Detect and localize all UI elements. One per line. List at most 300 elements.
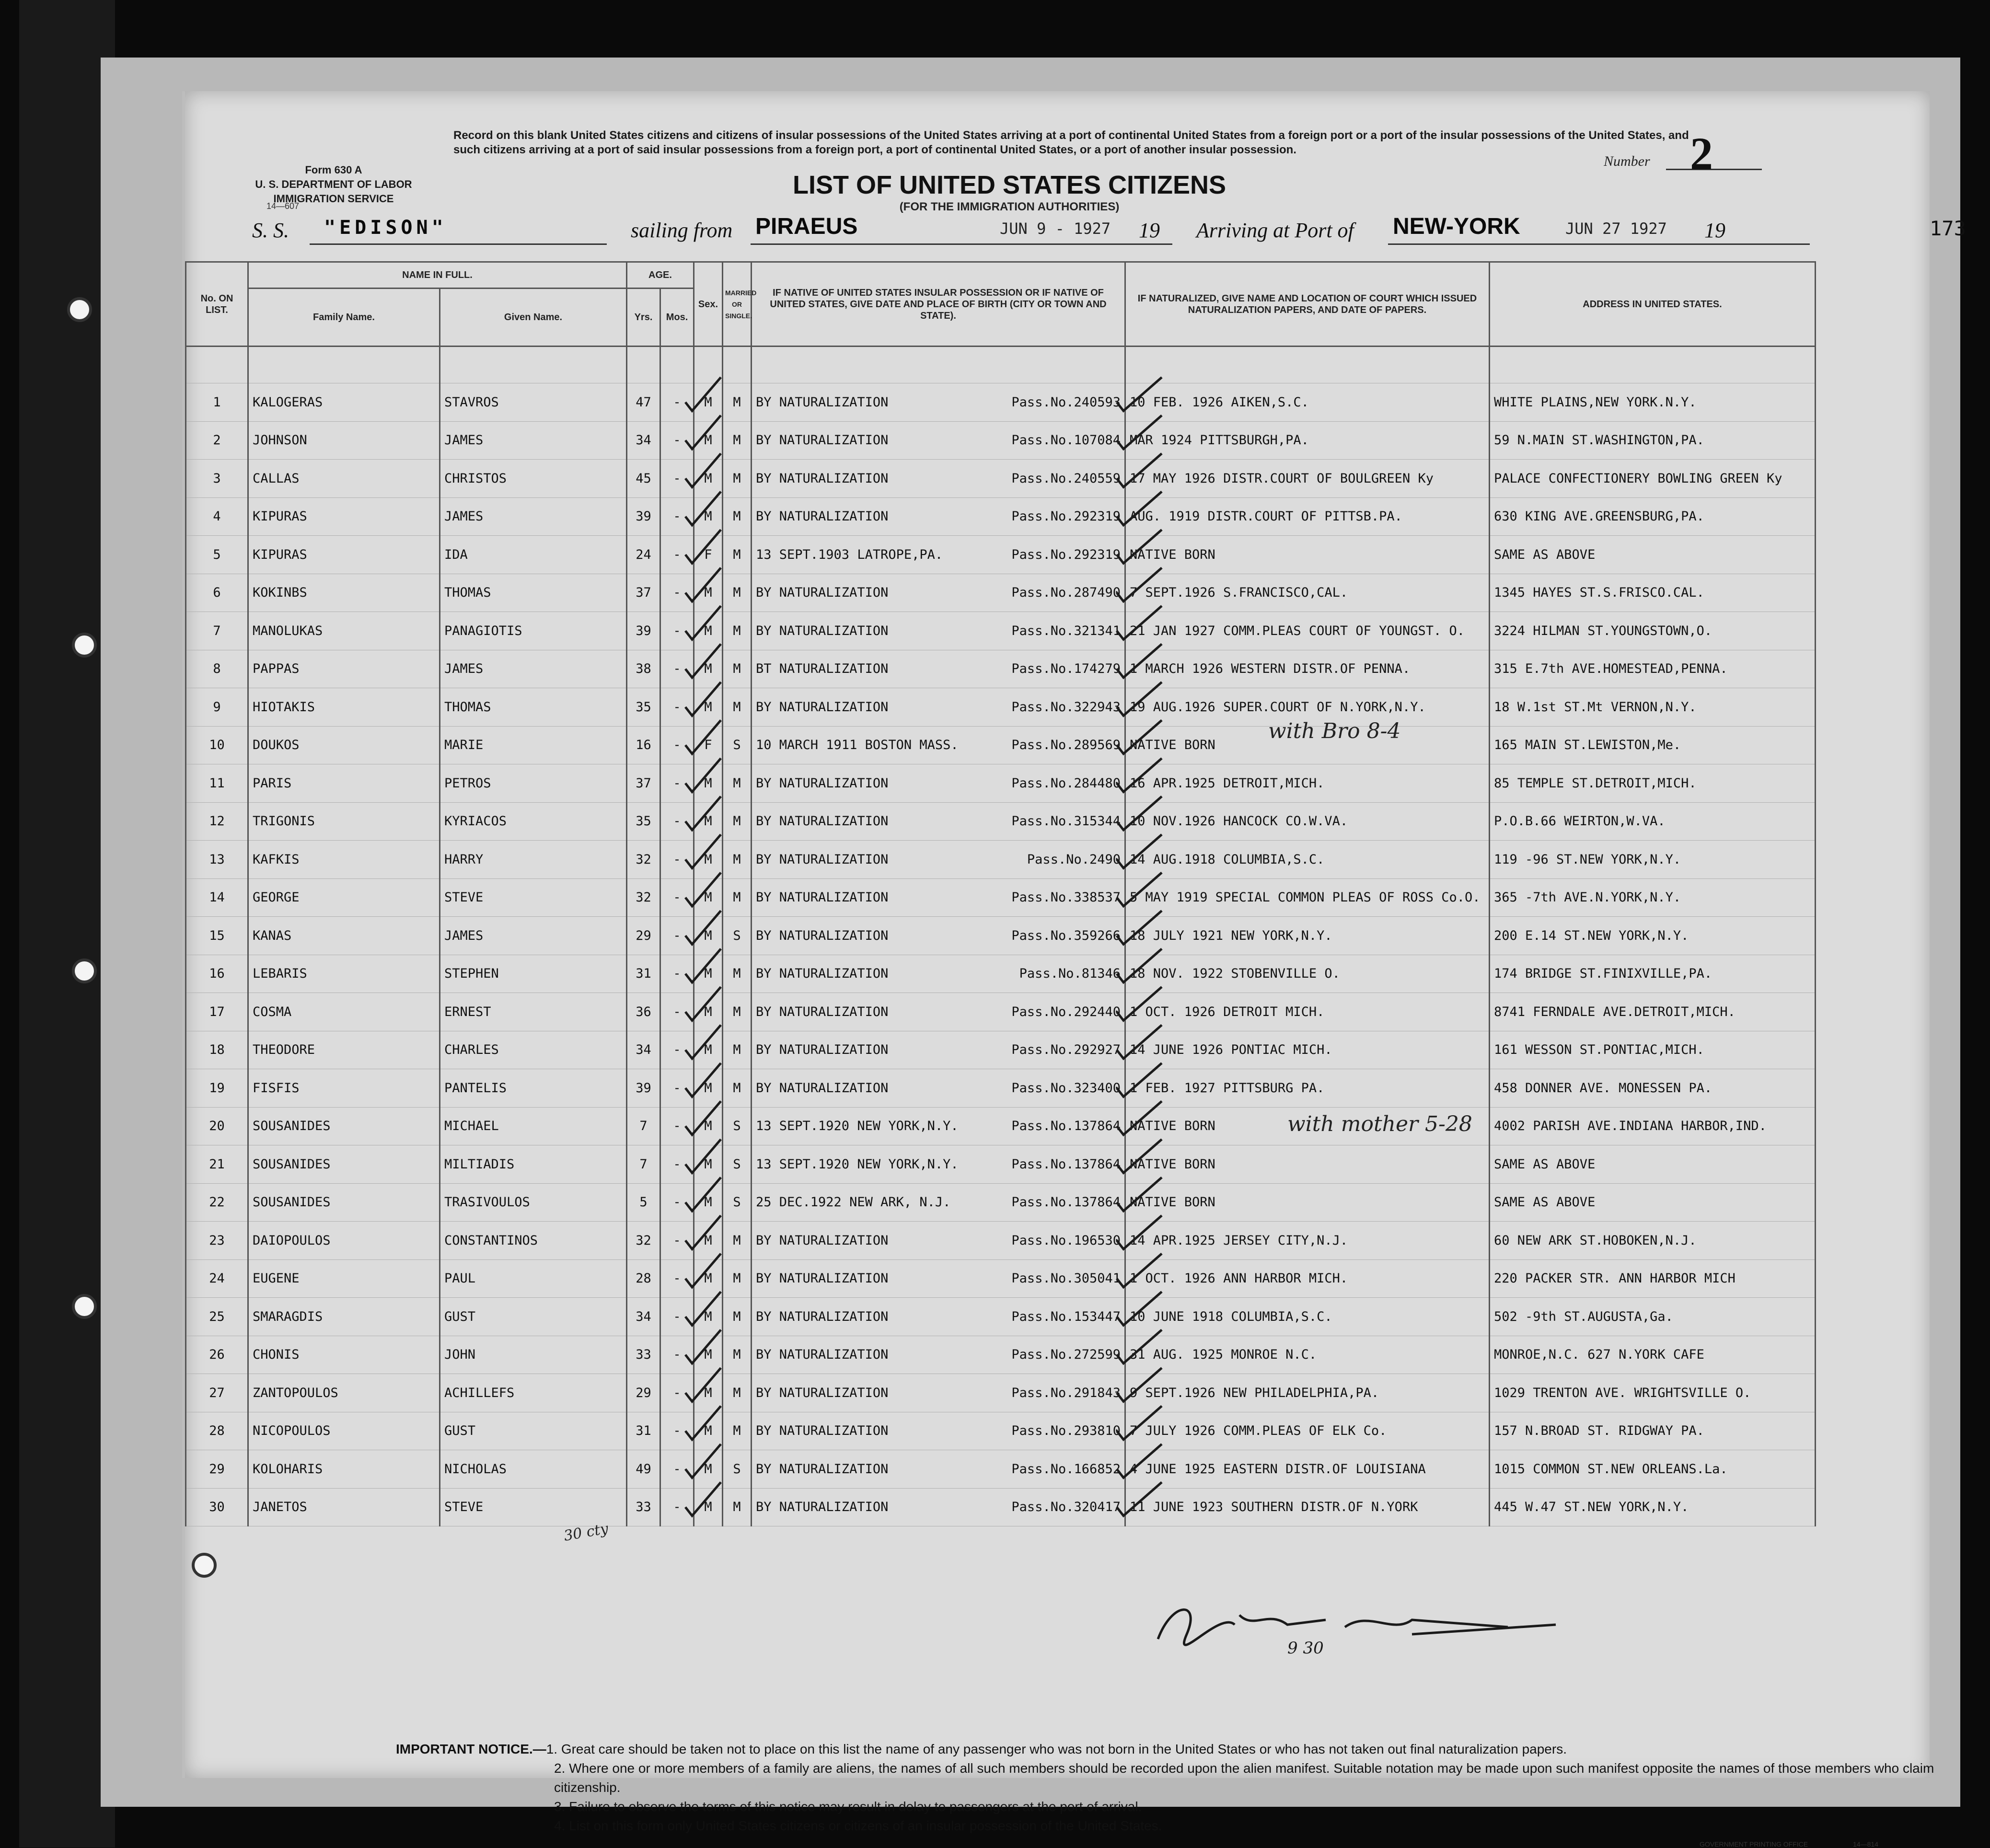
age-checkmark [685, 1178, 721, 1211]
number-label: Number [1604, 153, 1650, 169]
age-checkmark [685, 720, 721, 754]
passport-number: Pass.No.321341 [1011, 623, 1121, 638]
given-name: NICHOLAS [440, 1450, 627, 1489]
ss-label: S. S. [252, 219, 289, 242]
marital-status: M [723, 1222, 752, 1260]
birth-info: 13 SEPT.1920 NEW YORK,N.Y. [756, 1119, 959, 1134]
family-name: KOKINBS [248, 574, 440, 612]
sail-date: JUN 9 - 1927 [1000, 219, 1111, 238]
family-name: CALLAS [248, 460, 440, 498]
age-years: 16 [627, 726, 660, 764]
us-address: 161 WESSON ST.PONTIAC,MICH. [1490, 1031, 1816, 1069]
family-name: JOHNSON [248, 421, 440, 460]
given-name: STEVE [440, 1488, 627, 1526]
passport-checkmark [1117, 1063, 1162, 1097]
birth-info: BY NATURALIZATION [756, 928, 889, 943]
given-name: TRASIVOULOS [440, 1183, 627, 1222]
passport-checkmark [1117, 1101, 1162, 1135]
us-address: 445 W.47 ST.NEW YORK,N.Y. [1490, 1488, 1816, 1526]
given-name: STEVE [440, 878, 627, 917]
passport-number: Pass.No.289569 [1011, 738, 1121, 753]
family-name: MANOLUKAS [248, 612, 440, 650]
naturalization-court: 10 JUNE 1918 COLUMBIA,S.C. [1125, 1298, 1490, 1336]
age-months: - [660, 917, 694, 955]
marital-status: S [723, 1145, 752, 1184]
age-years: 33 [627, 1336, 660, 1374]
age-checkmark [685, 873, 721, 906]
marital-status: S [723, 726, 752, 764]
naturalization-court: NATIVE BORN [1125, 726, 1490, 764]
marital-status: M [723, 955, 752, 993]
family-name: SOUSANIDES [248, 1145, 440, 1184]
form-code: 14—607 [266, 201, 300, 211]
passport-number: Pass.No.315344 [1011, 814, 1121, 829]
family-name: ZANTOPOULOS [248, 1374, 440, 1412]
age-months: - [660, 688, 694, 727]
us-address: 165 MAIN ST.LEWISTON,Me. [1490, 726, 1816, 764]
naturalization-court: NATIVE BORN [1125, 1145, 1490, 1184]
age-years: 31 [627, 955, 660, 993]
birth-info: BY NATURALIZATION [756, 890, 889, 905]
naturalization-court: 17 MAY 1926 DISTR.COURT OF BOULGREEN Ky [1125, 460, 1490, 498]
marital-status: M [723, 460, 752, 498]
marital-status: M [723, 688, 752, 727]
row-number: 7 [186, 612, 248, 650]
given-name: ACHILLEFS [440, 1374, 627, 1412]
passport-number: Pass.No.137864 [1011, 1156, 1121, 1172]
age-years: 38 [627, 650, 660, 688]
col-given-name: Given Name. [440, 289, 627, 346]
age-checkmark [685, 377, 721, 411]
us-address: 220 PACKER STR. ANN HARBOR MICH [1490, 1259, 1816, 1298]
sex: M [694, 383, 723, 422]
us-address: 502 -9th ST.AUGUSTA,Ga. [1490, 1298, 1816, 1336]
passport-number: Pass.No.292440 [1011, 1004, 1121, 1019]
given-name: THOMAS [440, 574, 627, 612]
given-name: STAVROS [440, 383, 627, 422]
naturalization-court: 1 OCT. 1926 DETROIT MICH. [1125, 993, 1490, 1031]
marital-status: M [723, 1069, 752, 1108]
col-sex: Sex. [694, 262, 723, 346]
family-name: SOUSANIDES [248, 1183, 440, 1222]
age-checkmark [685, 1025, 721, 1059]
row-number: 25 [186, 1298, 248, 1336]
birth-info: BY NATURALIZATION [756, 1080, 889, 1096]
birth-info: BY NATURALIZATION [756, 1309, 889, 1324]
family-name: THEODORE [248, 1031, 440, 1069]
passport-checkmark [1117, 949, 1162, 982]
marital-status: M [723, 764, 752, 803]
age-months: - [660, 841, 694, 879]
given-name: CHRISTOS [440, 460, 627, 498]
passport-checkmark [1117, 911, 1162, 944]
age-years: 47 [627, 383, 660, 422]
row-number: 16 [186, 955, 248, 993]
passport-number: Pass.No.292319 [1011, 547, 1121, 562]
us-address: 4002 PARISH AVE.INDIANA HARBOR,IND. [1490, 1107, 1816, 1145]
marital-status: S [723, 1107, 752, 1145]
row-number: 9 [186, 688, 248, 727]
passport-number: Pass.No.293810 [1011, 1423, 1121, 1439]
marital-status: M [723, 497, 752, 536]
age-months: - [660, 574, 694, 612]
given-name: KYRIACOS [440, 802, 627, 841]
age-years: 33 [627, 1488, 660, 1526]
passport-number: Pass.No.320417 [1011, 1500, 1121, 1515]
passport-checkmark [1117, 1406, 1162, 1440]
naturalization-court: 1 MARCH 1926 WESTERN DISTR.OF PENNA. [1125, 650, 1490, 688]
age-years: 35 [627, 802, 660, 841]
row-number: 24 [186, 1259, 248, 1298]
sex: M [694, 1107, 723, 1145]
us-address: MONROE,N.C. 627 N.YORK CAFE [1490, 1336, 1816, 1374]
form-instructions: Record on this blank United States citizens and citizens of insular possessions of the United States arriving at a port of continental United States from a foreign port or a port of the insular possessions of the United States, and such citizens arriving at a port of said insular possessions from a foreign port, a port of continental United States, or a port of another insular possession. [453, 129, 1689, 156]
given-name: MICHAEL [440, 1107, 627, 1145]
col-mos: Mos. [660, 289, 694, 346]
family-name: PAPPAS [248, 650, 440, 688]
col-married: MARRIED OR SINGLE. [723, 262, 752, 346]
given-name: MILTIADIS [440, 1145, 627, 1184]
passport-number: Pass.No.240559 [1011, 471, 1121, 486]
col-no: No. ON LIST. [186, 262, 248, 346]
age-checkmark [685, 911, 721, 944]
row-number: 26 [186, 1336, 248, 1374]
sailing-label: sailing from [631, 219, 733, 242]
arrive-date: JUN 27 1927 [1565, 219, 1667, 238]
family-name: SMARAGDIS [248, 1298, 440, 1336]
age-checkmark [685, 1063, 721, 1097]
family-name: GEORGE [248, 878, 440, 917]
row-number: 13 [186, 841, 248, 879]
age-checkmark [685, 1292, 721, 1325]
naturalization-court: 1 OCT. 1926 ANN HARBOR MICH. [1125, 1259, 1490, 1298]
age-years: 45 [627, 460, 660, 498]
sex: M [694, 993, 723, 1031]
passport-checkmark [1117, 453, 1162, 487]
birth-info: BY NATURALIZATION [756, 1385, 889, 1400]
age-checkmark [685, 1330, 721, 1363]
sex: M [694, 802, 723, 841]
sex: M [694, 1031, 723, 1069]
age-years: 37 [627, 764, 660, 803]
notice-item-1: 1. Great care should be taken not to place on this list the name of any passenger who was not born in the United States or who has not taken out final naturalization papers. [546, 1742, 1567, 1756]
birth-info: BY NATURALIZATION [756, 1004, 889, 1019]
age-checkmark [685, 1406, 721, 1440]
naturalization-court: AUG. 1919 DISTR.COURT OF PITTSB.PA. [1125, 497, 1490, 536]
row-number: 29 [186, 1450, 248, 1489]
family-name: FISFIS [248, 1069, 440, 1108]
age-months: - [660, 1069, 694, 1108]
row-number: 28 [186, 1412, 248, 1450]
col-family-name: Family Name. [248, 289, 440, 346]
passport-checkmark [1117, 492, 1162, 525]
naturalization-court: MAR 1924 PITTSBURGH,PA. [1125, 421, 1490, 460]
marital-status: M [723, 1259, 752, 1298]
naturalization-court: 4 JUNE 1925 EASTERN DISTR.OF LOUISIANA [1125, 1450, 1490, 1489]
age-checkmark [685, 834, 721, 868]
family-name: KIPURAS [248, 536, 440, 574]
us-address: SAME AS ABOVE [1490, 536, 1816, 574]
family-name: KIPURAS [248, 497, 440, 536]
us-address: 458 DONNER AVE. MONESSEN PA. [1490, 1069, 1816, 1108]
age-months: - [660, 1298, 694, 1336]
age-checkmark [685, 1482, 721, 1516]
age-checkmark [685, 644, 721, 678]
passport-checkmark [1117, 1482, 1162, 1516]
sex: M [694, 460, 723, 498]
sex: M [694, 1450, 723, 1489]
sex: F [694, 536, 723, 574]
given-name: CHARLES [440, 1031, 627, 1069]
given-name: THOMAS [440, 688, 627, 727]
marital-status: M [723, 802, 752, 841]
naturalization-court: 10 NOV.1926 HANCOCK CO.W.VA. [1125, 802, 1490, 841]
family-name: KANAS [248, 917, 440, 955]
passport-number: Pass.No.323400 [1011, 1080, 1121, 1096]
family-name: KAFKIS [248, 841, 440, 879]
age-checkmark [685, 1139, 721, 1173]
arriving-label: Arriving at Port of [1196, 219, 1354, 242]
age-months: - [660, 802, 694, 841]
row-number: 23 [186, 1222, 248, 1260]
row-number: 30 [186, 1488, 248, 1526]
family-name: SOUSANIDES [248, 1107, 440, 1145]
age-checkmark [685, 1444, 721, 1478]
age-years: 7 [627, 1107, 660, 1145]
sex: M [694, 841, 723, 879]
passport-checkmark [1117, 797, 1162, 830]
family-name: DAIOPOULOS [248, 1222, 440, 1260]
marital-status: S [723, 917, 752, 955]
age-months: - [660, 1336, 694, 1374]
year-label-1: 19 [1139, 219, 1160, 242]
age-months: - [660, 497, 694, 536]
age-months: - [660, 460, 694, 498]
number-value: 2 [1690, 128, 1713, 179]
passport-checkmark [1117, 1292, 1162, 1325]
row-number: 27 [186, 1374, 248, 1412]
naturalization-court: 9 SEPT.1926 NEW PHILADELPHIA,PA. [1125, 1374, 1490, 1412]
given-name: HARRY [440, 841, 627, 879]
birth-info: BY NATURALIZATION [756, 471, 889, 486]
row-number: 20 [186, 1107, 248, 1145]
given-name: PANTELIS [440, 1069, 627, 1108]
sex: M [694, 878, 723, 917]
passport-checkmark [1117, 1215, 1162, 1249]
annotation-count: 30 cty [562, 1520, 610, 1545]
birth-info: BY NATURALIZATION [756, 1271, 889, 1286]
age-years: 28 [627, 1259, 660, 1298]
sex: M [694, 650, 723, 688]
given-name: PANAGIOTIS [440, 612, 627, 650]
given-name: JAMES [440, 917, 627, 955]
age-years: 39 [627, 612, 660, 650]
row-number: 8 [186, 650, 248, 688]
passport-checkmark [1117, 758, 1162, 792]
birth-info: BY NATURALIZATION [756, 1500, 889, 1515]
age-years: 31 [627, 1412, 660, 1450]
age-months: - [660, 726, 694, 764]
us-address: 315 E.7th AVE.HOMESTEAD,PENNA. [1490, 650, 1816, 688]
birth-info: BY NATURALIZATION [756, 1461, 889, 1477]
col-native: IF NATIVE OF UNITED STATES INSULAR POSSESSION OR IF NATIVE OF UNITED STATES, GIVE DATE AND PLACE OF BIRTH (CITY OR TOWN AND STATE). [752, 262, 1125, 346]
marital-status: M [723, 612, 752, 650]
us-address: P.O.B.66 WEIRTON,W.VA. [1490, 802, 1816, 841]
row-number: 10 [186, 726, 248, 764]
sex: M [694, 612, 723, 650]
passport-number: Pass.No.153447 [1011, 1309, 1121, 1324]
age-months: - [660, 1450, 694, 1489]
age-months: - [660, 1183, 694, 1222]
passport-number: Pass.No.240593 [1011, 394, 1121, 410]
age-months: - [660, 1488, 694, 1526]
age-checkmark [685, 492, 721, 525]
marital-status: M [723, 536, 752, 574]
passport-checkmark [1117, 568, 1162, 601]
marital-status: S [723, 1450, 752, 1489]
passport-number: Pass.No.292927 [1011, 1042, 1121, 1058]
passport-number: Pass.No.137864 [1011, 1119, 1121, 1134]
passport-number: Pass.No.287490 [1011, 585, 1121, 601]
form-number: Form 630 A [305, 164, 362, 176]
age-years: 39 [627, 497, 660, 536]
passport-checkmark [1117, 720, 1162, 754]
age-checkmark [685, 949, 721, 982]
age-checkmark [685, 568, 721, 601]
us-address: 174 BRIDGE ST.FINIXVILLE,PA. [1490, 955, 1816, 993]
naturalization-court: 21 JAN 1927 COMM.PLEAS COURT OF YOUNGST. O. [1125, 612, 1490, 650]
us-address: 1029 TRENTON AVE. WRIGHTSVILLE O. [1490, 1374, 1816, 1412]
birth-info: BY NATURALIZATION [756, 509, 889, 524]
naturalization-court: 1 FEB. 1927 PITTSBURG PA. [1125, 1069, 1490, 1108]
family-name: KOLOHARIS [248, 1450, 440, 1489]
age-months: - [660, 1412, 694, 1450]
passport-checkmark [1117, 682, 1162, 716]
age-checkmark [685, 453, 721, 487]
passport-checkmark [1117, 644, 1162, 678]
age-checkmark [685, 1254, 721, 1287]
age-years: 24 [627, 536, 660, 574]
given-name: GUST [440, 1298, 627, 1336]
sex: M [694, 574, 723, 612]
notice-lead: IMPORTANT NOTICE.— [396, 1742, 546, 1756]
marital-status: M [723, 383, 752, 422]
age-checkmark [685, 530, 721, 563]
birth-info: BY NATURALIZATION [756, 1042, 889, 1058]
passport-number: Pass.No.2490 [1027, 852, 1121, 867]
family-name: DOUKOS [248, 726, 440, 764]
age-months: - [660, 536, 694, 574]
sex: M [694, 1183, 723, 1222]
row-number: 17 [186, 993, 248, 1031]
sex: M [694, 1336, 723, 1374]
birth-info: BY NATURALIZATION [756, 1233, 889, 1248]
given-name: CONSTANTINOS [440, 1222, 627, 1260]
us-address: 59 N.MAIN ST.WASHINGTON,PA. [1490, 421, 1816, 460]
col-age: AGE. [627, 262, 694, 289]
sex: M [694, 955, 723, 993]
col-naturalized: IF NATURALIZED, GIVE NAME AND LOCATION OF COURT WHICH ISSUED NATURALIZATION PAPERS, AND DATE OF PAPERS. [1125, 262, 1490, 346]
age-years: 34 [627, 1031, 660, 1069]
passport-number: Pass.No.338537 [1011, 890, 1121, 905]
birth-info: 13 SEPT.1903 LATROPE,PA. [756, 547, 943, 562]
age-years: 36 [627, 993, 660, 1031]
us-address: 200 E.14 ST.NEW YORK,N.Y. [1490, 917, 1816, 955]
us-address: WHITE PLAINS,NEW YORK.N.Y. [1490, 383, 1816, 422]
row-number: 12 [186, 802, 248, 841]
age-checkmark [685, 1215, 721, 1249]
family-name: PARIS [248, 764, 440, 803]
age-years: 35 [627, 688, 660, 727]
marital-status: M [723, 1488, 752, 1526]
us-address: 119 -96 ST.NEW YORK,N.Y. [1490, 841, 1816, 879]
age-months: - [660, 421, 694, 460]
family-name: EUGENE [248, 1259, 440, 1298]
us-address: 18 W.1st ST.Mt VERNON,N.Y. [1490, 688, 1816, 727]
birth-info: BY NATURALIZATION [756, 1423, 889, 1439]
age-years: 32 [627, 878, 660, 917]
row-number: 22 [186, 1183, 248, 1222]
age-months: - [660, 1259, 694, 1298]
department: U. S. DEPARTMENT OF LABOR [255, 178, 412, 190]
passport-number: Pass.No.292319 [1011, 509, 1121, 524]
age-years: 32 [627, 1222, 660, 1260]
row-number: 19 [186, 1069, 248, 1108]
age-years: 34 [627, 421, 660, 460]
age-checkmark [685, 1101, 721, 1135]
age-months: - [660, 878, 694, 917]
birth-info: BY NATURALIZATION [756, 394, 889, 410]
passport-checkmark [1117, 606, 1162, 639]
given-name: ERNEST [440, 993, 627, 1031]
given-name: PAUL [440, 1259, 627, 1298]
passport-checkmark [1117, 873, 1162, 906]
us-address: 3224 HILMAN ST.YOUNGSTOWN,O. [1490, 612, 1816, 650]
age-months: - [660, 612, 694, 650]
age-months: - [660, 1374, 694, 1412]
us-address: 8741 FERNDALE AVE.DETROIT,MICH. [1490, 993, 1816, 1031]
notice-item-2: 2. Where one or more members of a family are aliens, the names of all such members should be recorded upon the alien manifest. Suitable notation may be made upon such manifest opposite the names of those members who claim citizenship. [554, 1761, 1934, 1795]
age-checkmark [685, 797, 721, 830]
notice-item-3: 3. Failure to observe the terms of this notice may result in delay to passengers at the port of arrival. [554, 1799, 1142, 1814]
age-months: - [660, 955, 694, 993]
passport-checkmark [1117, 1025, 1162, 1059]
naturalization-court: NATIVE BORN [1125, 1183, 1490, 1222]
age-checkmark [685, 758, 721, 792]
naturalization-court: 18 NOV. 1922 STOBENVILLE O. [1125, 955, 1490, 993]
marital-status: M [723, 1031, 752, 1069]
row-number: 15 [186, 917, 248, 955]
naturalization-court: 16 APR.1925 DETROIT,MICH. [1125, 764, 1490, 803]
us-address: 85 TEMPLE ST.DETROIT,MICH. [1490, 764, 1816, 803]
sex: M [694, 1222, 723, 1260]
sex: M [694, 917, 723, 955]
family-name: LEBARIS [248, 955, 440, 993]
given-name: MARIE [440, 726, 627, 764]
family-name: NICOPOULOS [248, 1412, 440, 1450]
marital-status: M [723, 650, 752, 688]
service: IMMIGRATION SERVICE [273, 193, 394, 205]
naturalization-court: 5 MAY 1919 SPECIAL COMMON PLEAS OF ROSS Co.O. [1125, 878, 1490, 917]
sex: M [694, 1298, 723, 1336]
row-number: 14 [186, 878, 248, 917]
birth-info: BY NATURALIZATION [756, 966, 889, 982]
us-address: 60 NEW ARK ST.HOBOKEN,N.J. [1490, 1222, 1816, 1260]
age-months: - [660, 1222, 694, 1260]
birth-info: 10 MARCH 1911 BOSTON MASS. [756, 738, 959, 753]
passport-number: Pass.No.166852 [1011, 1461, 1121, 1477]
ship-name: "EDISON" [324, 217, 447, 239]
